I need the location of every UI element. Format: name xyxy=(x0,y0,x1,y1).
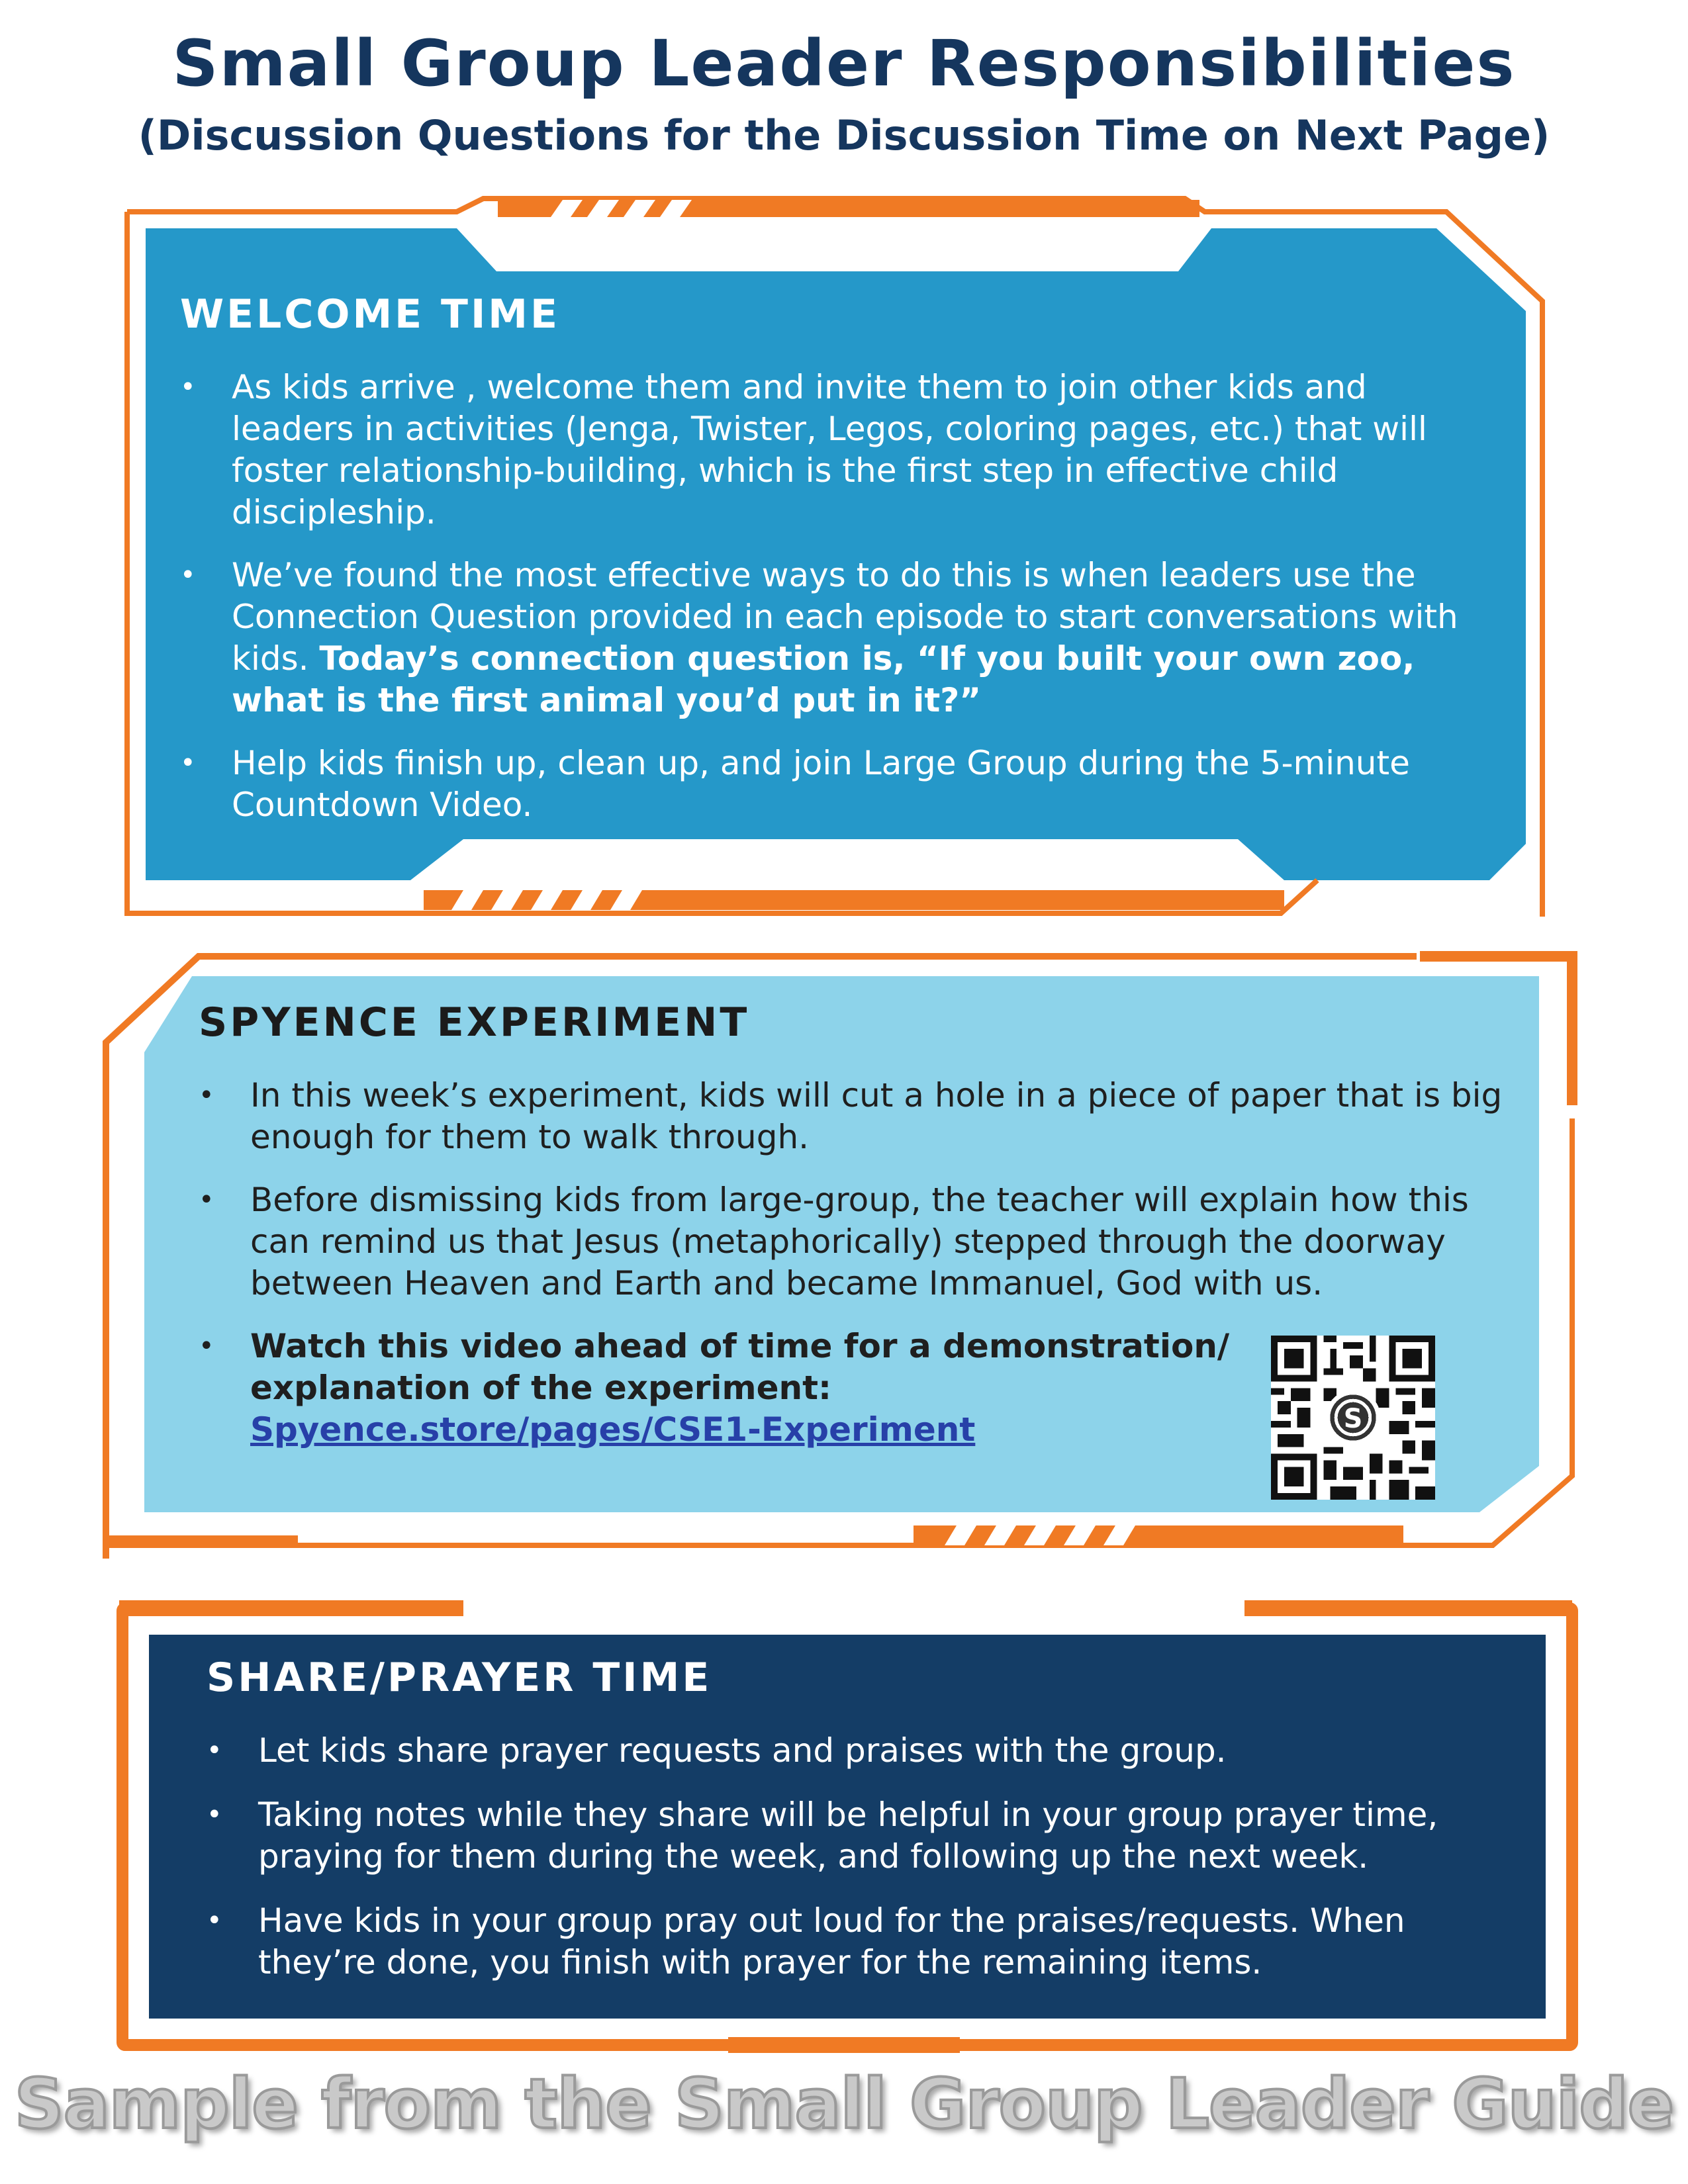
prayer-top-tab-edge-r xyxy=(1244,1600,1572,1616)
svg-text:S: S xyxy=(1343,1403,1363,1434)
welcome-section xyxy=(180,291,1471,847)
sample-watermark: Sample from the Small Group Leader Guide xyxy=(14,2064,1674,2144)
page-title: Small Group Leader Responsibilities xyxy=(172,26,1516,101)
list-item: • Help kids finish up, clean up, and join Large Group during the 5-minute Countdown Video. xyxy=(180,743,1471,826)
experiment-bottom-left-bar xyxy=(106,1535,298,1547)
list-item: • In this week’s experiment, kids will cut a hole in a piece of paper that is big enough for them to walk through. xyxy=(199,1075,1536,1158)
list-item: • As kids arrive , welcome them and invite them to join other kids and leaders in activities (Jenga, Twister, Legos, coloring pages, etc.) that will foster relationship-building, which is the first step in effective child discipleship. xyxy=(180,367,1471,533)
prayer-top-tab-edge-l xyxy=(119,1600,463,1616)
prayer-list xyxy=(207,1730,1530,1983)
video-instruction: Watch this video ahead of time for a demonstration/ explanation of the experiment: xyxy=(250,1327,1230,1407)
prayer-bottom-bar xyxy=(728,2037,960,2053)
list-item: • Taking notes while they share will be helpful in your group prayer time, praying for them during the week, and following up the next week. xyxy=(207,1794,1530,1878)
prayer-heading: SHARE/PRAYER TIME xyxy=(207,1655,712,1701)
list-item: • We’ve found the most effective ways to do this is when leaders use the Connection Question provided in each episode to start conversations with kids. Today’s connection question is, “If you built your own zoo, what is the first animal you’d put in it?” xyxy=(180,555,1471,721)
connection-question: Today’s connection question is, “If you built your own zoo, what is the first animal you’d put in it?” xyxy=(232,639,1415,719)
list-item: • Have kids in your group pray out loud for the praises/requests. When they’re done, you finish with prayer for the remaining items. xyxy=(207,1900,1530,1983)
list-item xyxy=(199,1326,1256,1451)
prayer-section xyxy=(207,1655,1530,2006)
experiment-link[interactable]: Spyence.store/pages/CSE1-Experiment xyxy=(250,1410,976,1449)
list-item: • Let kids share prayer requests and praises with the group. xyxy=(207,1730,1530,1772)
experiment-heading: SPYENCE EXPERIMENT xyxy=(199,999,750,1046)
welcome-heading: WELCOME TIME xyxy=(180,291,560,338)
welcome-list xyxy=(180,367,1471,826)
qr-code-icon[interactable] xyxy=(1271,1336,1435,1500)
list-item: • Before dismissing kids from large-group, the teacher will explain how this can remind us that Jesus (metaphorically) stepped through the doorway between Heaven and Earth and became Immanuel, God with us. xyxy=(199,1179,1536,1304)
page-subtitle: (Discussion Questions for the Discussion Time on Next Page) xyxy=(138,111,1550,159)
prayer-top-tab xyxy=(457,1602,1251,1616)
